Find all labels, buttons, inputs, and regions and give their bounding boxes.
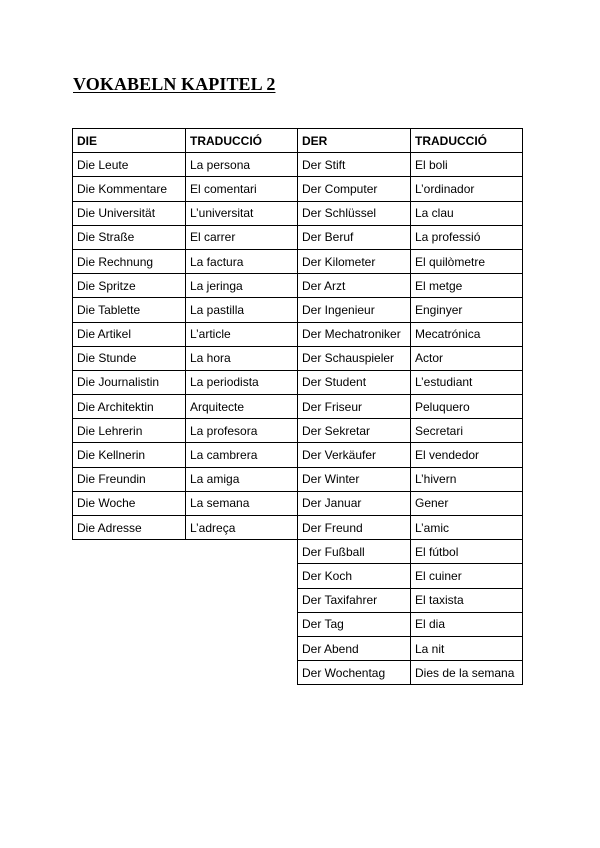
table-body <box>73 153 298 540</box>
translation-cell: Gener <box>411 491 523 515</box>
german-word-cell: Der Verkäufer <box>298 443 411 467</box>
translation-cell: La persona <box>186 153 298 177</box>
table-row <box>298 395 523 419</box>
translation-cell: El dia <box>411 612 523 636</box>
table-row <box>73 298 298 322</box>
table-row <box>73 153 298 177</box>
table-row <box>73 467 298 491</box>
translation-cell: Secretari <box>411 419 523 443</box>
translation-cell: Peluquero <box>411 395 523 419</box>
german-word-cell: Der Koch <box>298 564 411 588</box>
table-row <box>298 491 523 515</box>
translation-cell: La nit <box>411 636 523 660</box>
table-row <box>298 636 523 660</box>
german-word-cell: Die Straße <box>73 225 186 249</box>
table-row <box>298 322 523 346</box>
table-row <box>298 177 523 201</box>
translation-cell: Enginyer <box>411 298 523 322</box>
table-row <box>298 274 523 298</box>
german-word-cell: Der Abend <box>298 636 411 660</box>
translation-cell: La cambrera <box>186 443 298 467</box>
table-header-row <box>298 129 523 153</box>
table-row <box>73 322 298 346</box>
german-word-cell: Die Architektin <box>73 395 186 419</box>
translation-cell: La professió <box>411 225 523 249</box>
table-row <box>73 225 298 249</box>
table-row <box>298 661 523 685</box>
german-word-cell: Der Tag <box>298 612 411 636</box>
german-word-cell: Der Ingenieur <box>298 298 411 322</box>
translation-cell: La periodista <box>186 370 298 394</box>
table-row <box>298 443 523 467</box>
translation-cell: El fútbol <box>411 540 523 564</box>
translation-cell: L’hivern <box>411 467 523 491</box>
translation-cell: L’estudiant <box>411 370 523 394</box>
german-word-cell: Der Mechatroniker <box>298 322 411 346</box>
table-row <box>298 370 523 394</box>
translation-cell: Mecatrónica <box>411 322 523 346</box>
table-row <box>298 516 523 540</box>
table-row <box>73 201 298 225</box>
german-word-cell: Die Rechnung <box>73 249 186 273</box>
table-row <box>298 249 523 273</box>
table-row <box>73 249 298 273</box>
translation-cell: La factura <box>186 249 298 273</box>
header-cell: TRADUCCIÓ <box>411 129 523 153</box>
german-word-cell: Der Computer <box>298 177 411 201</box>
translation-cell: El cuiner <box>411 564 523 588</box>
translation-cell: La profesora <box>186 419 298 443</box>
german-word-cell: Der Taxifahrer <box>298 588 411 612</box>
german-word-cell: Die Kommentare <box>73 177 186 201</box>
german-word-cell: Der Friseur <box>298 395 411 419</box>
table-row <box>298 201 523 225</box>
german-word-cell: Der Freund <box>298 516 411 540</box>
translation-cell: El boli <box>411 153 523 177</box>
translation-cell: La clau <box>411 201 523 225</box>
header-cell: DER <box>298 129 411 153</box>
table-row <box>73 370 298 394</box>
table-row <box>298 419 523 443</box>
translation-cell: L’adreça <box>186 516 298 540</box>
translation-cell: Arquitecte <box>186 395 298 419</box>
table-row <box>298 153 523 177</box>
german-word-cell: Der Student <box>298 370 411 394</box>
german-word-cell: Die Woche <box>73 491 186 515</box>
translation-cell: El comentari <box>186 177 298 201</box>
german-word-cell: Der Januar <box>298 491 411 515</box>
vocab-table-die <box>72 128 298 540</box>
table-row <box>298 612 523 636</box>
translation-cell: L’universitat <box>186 201 298 225</box>
table-row <box>298 346 523 370</box>
german-word-cell: Die Leute <box>73 153 186 177</box>
translation-cell: L’ordinador <box>411 177 523 201</box>
table-header-row <box>73 129 298 153</box>
german-word-cell: Der Arzt <box>298 274 411 298</box>
table-body <box>298 153 523 685</box>
translation-cell: El quilòmetre <box>411 249 523 273</box>
translation-cell: Dies de la semana <box>411 661 523 685</box>
table-row <box>298 564 523 588</box>
translation-cell: El metge <box>411 274 523 298</box>
translation-cell: Actor <box>411 346 523 370</box>
german-word-cell: Die Tablette <box>73 298 186 322</box>
table-row <box>73 274 298 298</box>
german-word-cell: Die Journalistin <box>73 370 186 394</box>
table-row <box>73 419 298 443</box>
header-cell: TRADUCCIÓ <box>186 129 298 153</box>
german-word-cell: Der Sekretar <box>298 419 411 443</box>
page-title: VOKABELN KAPITEL 2 <box>73 74 276 94</box>
table-row <box>73 346 298 370</box>
german-word-cell: Der Beruf <box>298 225 411 249</box>
german-word-cell: Der Winter <box>298 467 411 491</box>
table-row <box>73 516 298 540</box>
translation-cell: El carrer <box>186 225 298 249</box>
table-row <box>73 443 298 467</box>
german-word-cell: Der Stift <box>298 153 411 177</box>
german-word-cell: Die Spritze <box>73 274 186 298</box>
table-row <box>73 177 298 201</box>
german-word-cell: Der Schauspieler <box>298 346 411 370</box>
translation-cell: La hora <box>186 346 298 370</box>
translation-cell: La jeringa <box>186 274 298 298</box>
translation-cell: La amiga <box>186 467 298 491</box>
german-word-cell: Die Adresse <box>73 516 186 540</box>
german-word-cell: Der Fußball <box>298 540 411 564</box>
table-row <box>298 540 523 564</box>
table-row <box>73 395 298 419</box>
table-row <box>298 588 523 612</box>
header-cell: DIE <box>73 129 186 153</box>
translation-cell: La semana <box>186 491 298 515</box>
german-word-cell: Der Wochentag <box>298 661 411 685</box>
german-word-cell: Die Lehrerin <box>73 419 186 443</box>
german-word-cell: Der Schlüssel <box>298 201 411 225</box>
vocab-table-der <box>297 128 523 685</box>
german-word-cell: Die Artikel <box>73 322 186 346</box>
table-row <box>298 467 523 491</box>
translation-cell: El vendedor <box>411 443 523 467</box>
table-row <box>298 225 523 249</box>
table-row <box>73 491 298 515</box>
table-row <box>298 298 523 322</box>
translation-cell: El taxista <box>411 588 523 612</box>
german-word-cell: Die Kellnerin <box>73 443 186 467</box>
translation-cell: L’amic <box>411 516 523 540</box>
translation-cell: L’article <box>186 322 298 346</box>
german-word-cell: Die Universität <box>73 201 186 225</box>
german-word-cell: Der Kilometer <box>298 249 411 273</box>
german-word-cell: Die Freundin <box>73 467 186 491</box>
translation-cell: La pastilla <box>186 298 298 322</box>
german-word-cell: Die Stunde <box>73 346 186 370</box>
